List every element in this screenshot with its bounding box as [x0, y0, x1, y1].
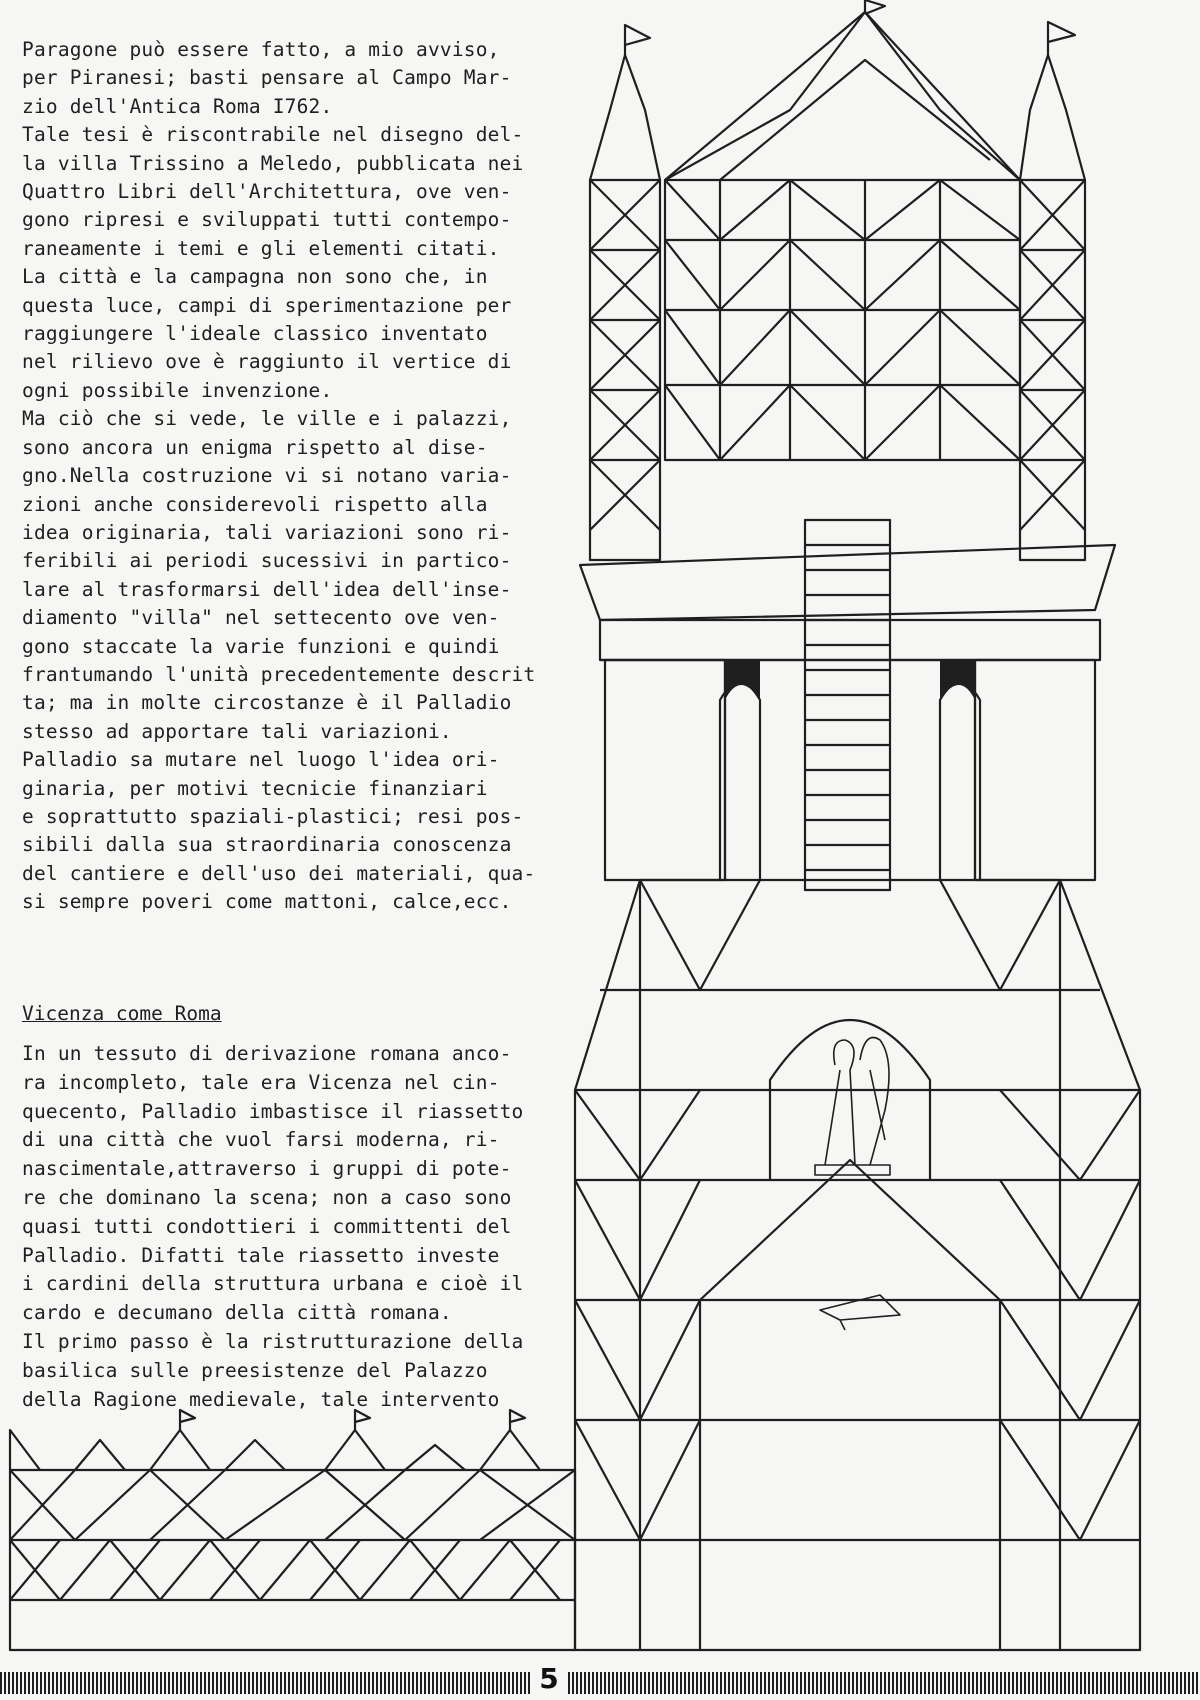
text-line: nascimentale,attraverso i gruppi di pote- [22, 1157, 512, 1181]
text-line: ra incompleto, tale era Vicenza nel cin- [22, 1070, 500, 1094]
tower-base [575, 880, 1140, 1650]
text-line: quasi tutti condottieri i committenti del [22, 1214, 512, 1238]
text-line: diamento "villa" nel settecento ove ven- [22, 606, 500, 630]
text-line: Ma ciò che si vede, le ville e i palazzi, [22, 407, 512, 431]
text-line: re che dominano la scena; non a caso sono [22, 1185, 512, 1209]
footer-barcode-strip [0, 1672, 1200, 1694]
text-line: Quattro Libri dell'Architettura, ove ven- [22, 180, 512, 204]
text-line: In un tessuto di derivazione romana anco- [22, 1042, 512, 1065]
text-line: gono ripresi e sviluppati tutti contempo- [22, 208, 512, 232]
brick-column [805, 520, 890, 890]
text-line: sono ancora un enigma rispetto al dise- [22, 435, 488, 459]
text-line: raggiungere l'ideale classico inventato [22, 322, 488, 346]
text-line: Palladio sa mutare nel luogo l'idea ori- [22, 748, 500, 772]
text-line: di una città che vuol farsi moderna, ri- [22, 1128, 500, 1152]
text-line: sibili dalla sua straordinaria conoscenza [22, 833, 512, 857]
text-line: questa luce, campi di sperimentazione per [22, 293, 512, 317]
text-line: della Ragione medievale, tale intervento [22, 1387, 500, 1411]
text-line: i cardini della struttura urbana e cioè il [22, 1272, 524, 1296]
text-line: Palladio. Difatti tale riassetto investe [22, 1243, 500, 1267]
text-line: Tale tesi è riscontrabile nel disegno del- [22, 123, 524, 147]
text-line: zioni anche considerevoli rispetto alla [22, 492, 488, 516]
left-spire [590, 55, 660, 560]
text-line: feribili ai periodi sucessivi in partico- [22, 549, 512, 573]
text-line: gno.Nella costruzione vi si notano varia- [22, 464, 512, 488]
text-line: e soprattutto spaziali-plastici; resi pos- [22, 804, 524, 828]
text-line: nel rilievo ove è raggiunto il vertice di [22, 350, 512, 374]
text-line: La città e la campagna non sono che, in [22, 265, 488, 289]
text-line: lare al trasformarsi dell'idea dell'inse- [22, 577, 512, 601]
statue-figures [815, 1038, 890, 1176]
text-line: Paragone può essere fatto, a mio avviso, [22, 38, 500, 61]
text-line: Il primo passo è la ristrutturazione della [22, 1329, 524, 1353]
dome-flag [865, 0, 885, 14]
text-line: raneamente i temi e gli elementi citati. [22, 236, 500, 260]
text-line: ogni possibile invenzione. [22, 378, 333, 402]
text-line: frantumando l'unità precedentemente descrit [22, 662, 536, 686]
text-line: per Piranesi; basti pensare al Campo Mar- [22, 66, 512, 90]
central-arch [770, 1020, 930, 1180]
middle-band [600, 620, 1100, 660]
text-line: si sempre poveri come mattoni, calce,ecc. [22, 890, 512, 914]
text-line: ginaria, per motivi tecnicie finanziari [22, 776, 488, 800]
lower-arch [700, 1160, 1000, 1650]
wall-towers [10, 1410, 575, 1600]
right-spire [1020, 55, 1085, 560]
section-heading: Vicenza come Roma [22, 1002, 222, 1025]
text-line: idea originaria, tali variazioni sono ri- [22, 520, 512, 544]
text-line: del cantiere e dell'uso dei materiali, qua- [22, 861, 536, 885]
text-line: stesso ad apportare tali variazioni. [22, 719, 452, 743]
text-line: la villa Trissino a Meledo, pubblicata nei [22, 151, 524, 175]
text-line: quecento, Palladio imbastisce il riassetto [22, 1099, 524, 1123]
text-line: ta; ma in molte circostanze è il Palladio [22, 691, 512, 715]
text-line: zio dell'Antica Roma I762. [22, 94, 333, 118]
text-line: cardo e decumano della città romana. [22, 1301, 452, 1325]
text-line: gono staccate la varie funzioni e quindi [22, 634, 500, 658]
text-line: basilica sulle preesistenze del Palazzo [22, 1358, 488, 1382]
page-number: 5 [532, 1664, 566, 1694]
